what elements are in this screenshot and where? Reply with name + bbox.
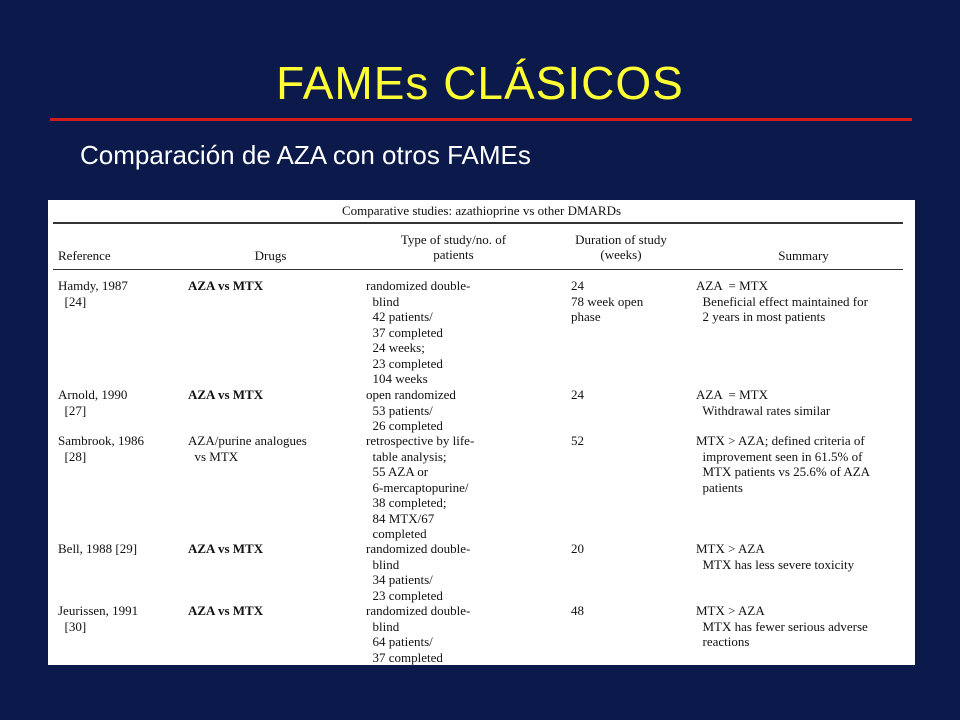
row-3-type: retrospective by life- table analysis; 55 AZA or 6-mercaptopurine/ 38 completed; 84 MTX/67 completed [366, 433, 475, 541]
row-4-type: randomized double- blind 34 patients/ 23 completed [366, 541, 471, 603]
row-2-drugs: AZA vs MTX [188, 387, 264, 402]
row-1-type: randomized double- blind 42 patients/ 37 completed 24 weeks; 23 completed 104 weeks [366, 278, 471, 386]
row-2-duration: 24 [571, 387, 584, 402]
row-1-drugs: AZA vs MTX [188, 278, 264, 293]
header-summary: Summary [778, 248, 829, 263]
row-4-duration: 20 [571, 541, 584, 556]
row-3-summary: MTX > AZA; defined criteria of improvement seen in 61.5% of MTX patients vs 25.6% of AZA patients [696, 433, 871, 495]
row-1-reference: Hamdy, 1987 [24] [58, 278, 128, 309]
row-2-summary: AZA = MTX Withdrawal rates similar [696, 387, 831, 418]
table-top-rule [53, 222, 903, 224]
row-5-duration: 48 [571, 603, 584, 618]
header-reference: Reference [58, 248, 111, 263]
row-3-drugs: AZA/purine analogues vs MTX [188, 433, 307, 464]
header-bottom-rule [53, 269, 903, 270]
row-2-reference: Arnold, 1990 [27] [58, 387, 128, 418]
row-1-duration: 24 78 week open phase [571, 278, 644, 324]
row-3-duration: 52 [571, 433, 584, 448]
header-drugs: Drugs [254, 248, 287, 263]
row-4-summary: MTX > AZA MTX has less severe toxicity [696, 541, 855, 572]
title-divider [50, 118, 912, 121]
row-5-reference: Jeurissen, 1991 [30] [58, 603, 139, 634]
row-1-summary: AZA = MTX Beneficial effect maintained for 2 years in most patients [696, 278, 868, 324]
slide-subtitle: Comparación de AZA con otros FAMEs [80, 140, 531, 170]
row-5-type: randomized double- blind 64 patients/ 37 completed [366, 603, 471, 665]
row-5-drugs: AZA vs MTX [188, 603, 264, 618]
row-3-reference: Sambrook, 1986 [28] [58, 433, 144, 464]
row-2-type: open randomized 53 patients/ 26 completed [366, 387, 456, 433]
header-type-of-study: Type of study/no. of patients [400, 232, 507, 262]
row-4-drugs: AZA vs MTX [188, 541, 264, 556]
header-duration: Duration of study (weeks) [575, 232, 667, 262]
comparative-studies-table [48, 200, 915, 665]
slide-title: FAMEs CLÁSICOS [276, 57, 684, 109]
row-4-reference: Bell, 1988 [29] [58, 541, 138, 556]
table-caption: Comparative studies: azathioprine vs other DMARDs [341, 203, 622, 218]
row-5-summary: MTX > AZA MTX has fewer serious adverse reactions [696, 603, 868, 649]
